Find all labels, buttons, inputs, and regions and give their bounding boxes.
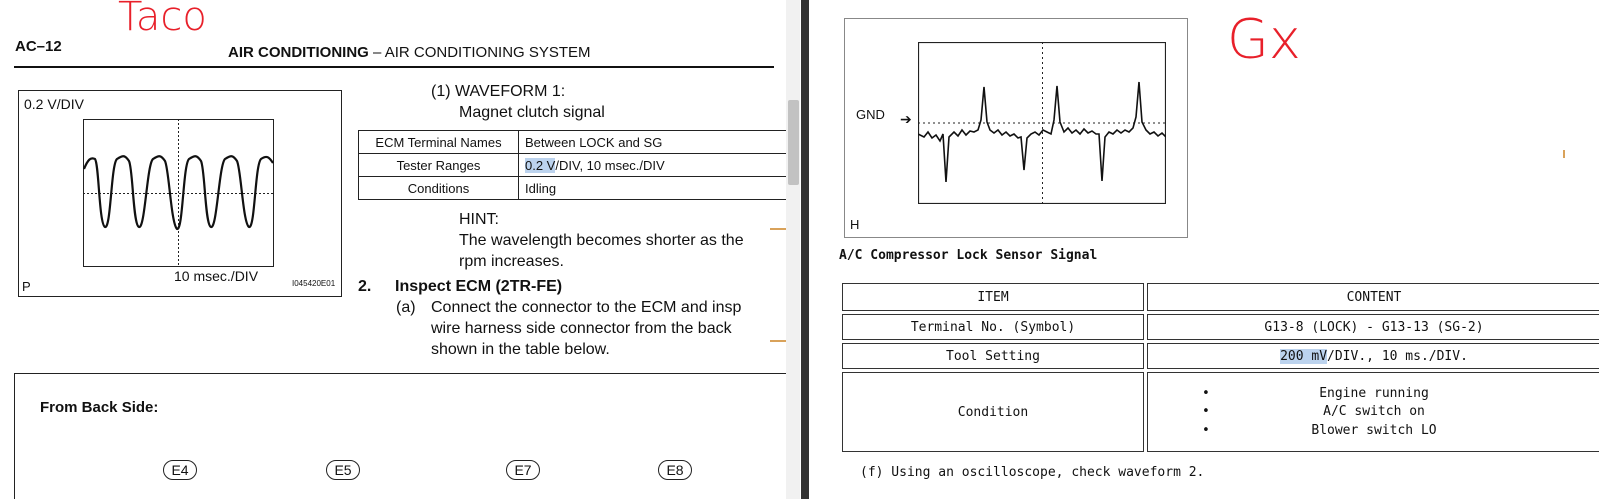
waveform-figure-1 [18, 90, 342, 297]
divider-marker [770, 340, 786, 342]
list-item [1149, 422, 1599, 441]
gnd-label: GND [856, 107, 885, 122]
scale-label: 0.2 V/DIV [24, 96, 84, 112]
time-label: 10 msec./DIV [174, 268, 259, 284]
hint-title: HINT: [459, 211, 499, 228]
table-header-item: ITEM [842, 283, 1144, 311]
waveform-number-label: (1) WAVEFORM 1: [431, 83, 566, 100]
figure-id: I045420E01 [292, 279, 336, 288]
highlighted-text: 200 mV [1280, 348, 1328, 364]
condition-text: Blower switch LO [1311, 422, 1437, 438]
hint-line-2: rpm increases. [459, 253, 564, 270]
table-row [842, 343, 1599, 369]
table-cell: Terminal No. (Symbol) [842, 314, 1144, 340]
table-cell-text: /DIV, 10 msec./DIV [555, 157, 665, 173]
handwritten-note-taco: Taco [118, 0, 207, 40]
substep-line-1: Connect the connector to the ECM and insp [431, 299, 742, 316]
handwritten-note-gx: Gx [1227, 8, 1301, 71]
scrollbar-thumb[interactable] [788, 100, 799, 185]
connector-e4-label: E4 [163, 460, 197, 480]
hint-line-1: The wavelength becomes shorter as the [459, 232, 744, 249]
table-header-row [842, 283, 1599, 311]
table-cell-text: /DIV., 10 ms./DIV. [1327, 348, 1468, 364]
table-row [842, 314, 1599, 340]
gnd-arrow-icon: ➔ [900, 111, 912, 127]
waveform-name: Magnet clutch signal [459, 104, 605, 121]
table-cell: G13-8 (LOCK) - G13-13 (SG-2) [1147, 314, 1599, 340]
edge-marker [1563, 150, 1565, 158]
signal-title: A/C Compressor Lock Sensor Signal [839, 248, 1098, 263]
oscilloscope-grid-2 [918, 42, 1166, 204]
connector-box-title: From Back Side: [40, 399, 159, 416]
table-cell: Conditions [359, 177, 519, 200]
connector-e7-label: E7 [506, 460, 540, 480]
table-cell: ECM Terminal Names [359, 131, 519, 154]
right-document-pane [809, 0, 1599, 499]
section-subtitle: AIR CONDITIONING SYSTEM [384, 44, 591, 61]
waveform-spec-table [358, 130, 786, 200]
table-cell: Tester Ranges [359, 154, 519, 177]
divider-marker [770, 228, 786, 230]
step-number: 2. [358, 278, 372, 295]
list-item [1149, 385, 1599, 404]
header-rule [14, 66, 774, 68]
split-divider[interactable] [801, 0, 809, 499]
left-document-pane [0, 0, 786, 499]
oscilloscope-grid-1 [83, 119, 274, 267]
figure-corner-label: P [22, 279, 31, 294]
bullet-icon: • [1202, 385, 1210, 401]
connector-e8-label: E8 [658, 460, 692, 480]
table-cell: Tool Setting [842, 343, 1144, 369]
connector-diagram-box [14, 373, 786, 499]
conditions-cell [1147, 372, 1599, 452]
table-row [359, 177, 787, 200]
figure-corner-label: H [850, 217, 860, 232]
left-pane-scrollbar[interactable] [786, 0, 800, 499]
footer-instruction: (f) Using an oscilloscope, check waveform 2. [860, 465, 1205, 480]
table-cell: Idling [519, 177, 787, 200]
table-cell: Between LOCK and SG [519, 131, 787, 154]
section-header [228, 44, 591, 61]
table-row [359, 154, 787, 177]
table-cell [519, 154, 787, 177]
bullet-icon: • [1202, 404, 1210, 420]
page-code: AC–12 [15, 38, 62, 55]
waveform-figure-2 [844, 18, 1188, 238]
condition-text: Engine running [1319, 385, 1429, 401]
section-title: AIR CONDITIONING [228, 44, 369, 61]
substep-label: (a) [396, 299, 416, 316]
highlighted-text: 0.2 V [525, 157, 556, 173]
condition-text: A/C switch on [1323, 404, 1425, 420]
section-separator: – [373, 44, 382, 61]
connector-e5-label: E5 [326, 460, 360, 480]
substep-line-2: wire harness side connector from the back [431, 320, 732, 337]
step-title: Inspect ECM (2TR-FE) [395, 278, 563, 295]
table-row [842, 372, 1599, 452]
table-row [359, 131, 787, 154]
bullet-icon: • [1202, 422, 1210, 438]
table-header-content: CONTENT [1147, 283, 1599, 311]
condition-label: Condition [842, 372, 1144, 452]
table-cell [1147, 343, 1599, 369]
list-item [1149, 403, 1599, 422]
signal-spec-table [839, 280, 1599, 455]
substep-line-3: shown in the table below. [431, 341, 610, 358]
